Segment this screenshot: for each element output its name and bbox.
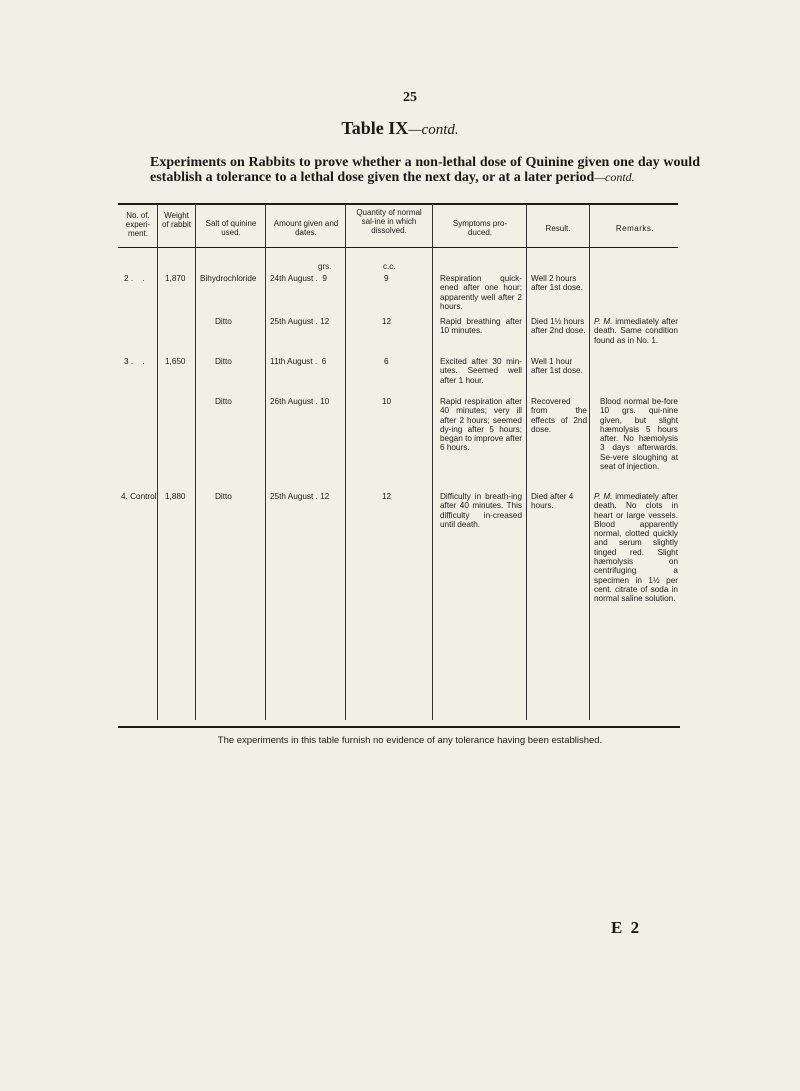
table-heading [150,155,700,185]
row4-quantity: 10 [382,397,392,406]
row2-quantity: 12 [382,317,392,326]
row2-result: Died 1½ hours after 2nd dose. [531,317,586,336]
row5-amount: 25th August . 12 [270,492,330,501]
row4-salt: Ditto [215,397,232,406]
row1-weight: 1,870 [165,274,186,283]
heading-suffix: —contd. [594,170,635,184]
row1-quantity: 9 [384,274,389,283]
row4-symptoms: Rapid respiration after 40 minutes; very ill after 2 hours; seemed dy-ing after 5 hours; began to improve after 6 hours. [440,397,522,453]
row5-no: 4. Control [121,492,157,501]
row2-symptoms: Rapid breathing after 10 minutes. [440,317,522,336]
row5-remarks: P. M. immediately after death. No clots in heart or large vessels. Blood apparently normal, clotted quickly and serum slightly tinged red. Slight hæmolysis on centrifuging a specimen in 1½ per cent. citrate of soda in normal saline solution. [594,492,678,604]
row5-weight: 1,880 [165,492,186,501]
page-number: 25 [403,90,417,105]
col-sep [195,204,196,720]
row1-no: 2 . . [124,274,145,283]
table-title [0,118,800,139]
row2-salt: Ditto [215,317,232,326]
table-top-rule [118,203,678,205]
row3-salt: Ditto [215,357,232,366]
header-bottom-rule [118,247,678,248]
col-header-remarks: Remarks. [615,224,655,233]
row2-amount: 25th August . 12 [270,317,330,326]
col-header-symptoms: Symptoms pro-duced. [452,219,508,237]
row3-result: Well 1 hour after 1st dose. [531,357,583,376]
col-sep [432,204,433,720]
row5-result: Died after 4 hours. [531,492,574,511]
row3-quantity: 6 [384,357,389,366]
col-header-weight: Weight of rabbit [162,211,191,229]
col-sep [265,204,266,720]
table-title-suffix: —contd. [408,122,459,138]
row5-symptoms: Difficulty in breath-ing after 40 minutes. This difficulty in-creased until death. [440,492,522,529]
row1-result: Well 2 hours after 1st dose. [531,274,583,293]
unit-amount: grs. [318,262,332,271]
row4-result: Recovered from the effects of 2nd dose. [531,397,587,434]
col-header-salt: Salt of quinine used. [205,219,257,237]
col-header-result: Result. [545,224,571,233]
unit-quantity: c.c. [383,262,396,271]
row4-amount: 26th August . 10 [270,397,330,406]
row1-salt: Bihydrochloride [200,274,257,283]
row3-symptoms: Excited after 30 min-utes. Seemed well after 1 hour. [440,357,522,385]
row4-remarks: Blood normal be-fore 10 grs. qui-nine given, but slight hæmolysis 5 hours after. No hæmolysis 3 days afterwards. Se-vere sloughing at seat of injection. [600,397,678,472]
heading-text: Experiments on Rabbits to prove whether a non-lethal dose of Quinine given one day would establish a tolerance to a lethal dose given the next day, or at a later period [150,155,700,185]
col-sep [345,204,346,720]
row5-salt: Ditto [215,492,232,501]
col-header-no: No. of. experi-ment. [125,211,151,238]
row3-amount: 11th August . 6 [270,357,327,366]
row5-quantity: 12 [382,492,392,501]
col-sep [157,204,158,720]
table-bottom-rule [118,726,680,728]
row3-no: 3 . . [124,357,145,366]
row2-remarks: P. M. immediately after death. Same condition found as in No. 1. [594,317,678,345]
col-header-amount: Amount given and dates. [273,219,339,237]
row3-weight: 1,650 [165,357,186,366]
row1-amount: 24th August . 9 [270,274,327,283]
row1-symptoms: Respiration quick-ened after one hour; apparently well after 2 hours. [440,274,522,311]
table-title-text: Table IX [341,118,409,138]
col-sep [589,204,590,720]
footer-note: The experiments in this table furnish no evidence of any tolerance having been established. [217,735,603,746]
col-header-quantity: Quantity of normal sal-ine in which dissolved. [356,208,422,235]
col-sep [526,204,527,720]
signature-mark: E 2 [611,918,642,937]
